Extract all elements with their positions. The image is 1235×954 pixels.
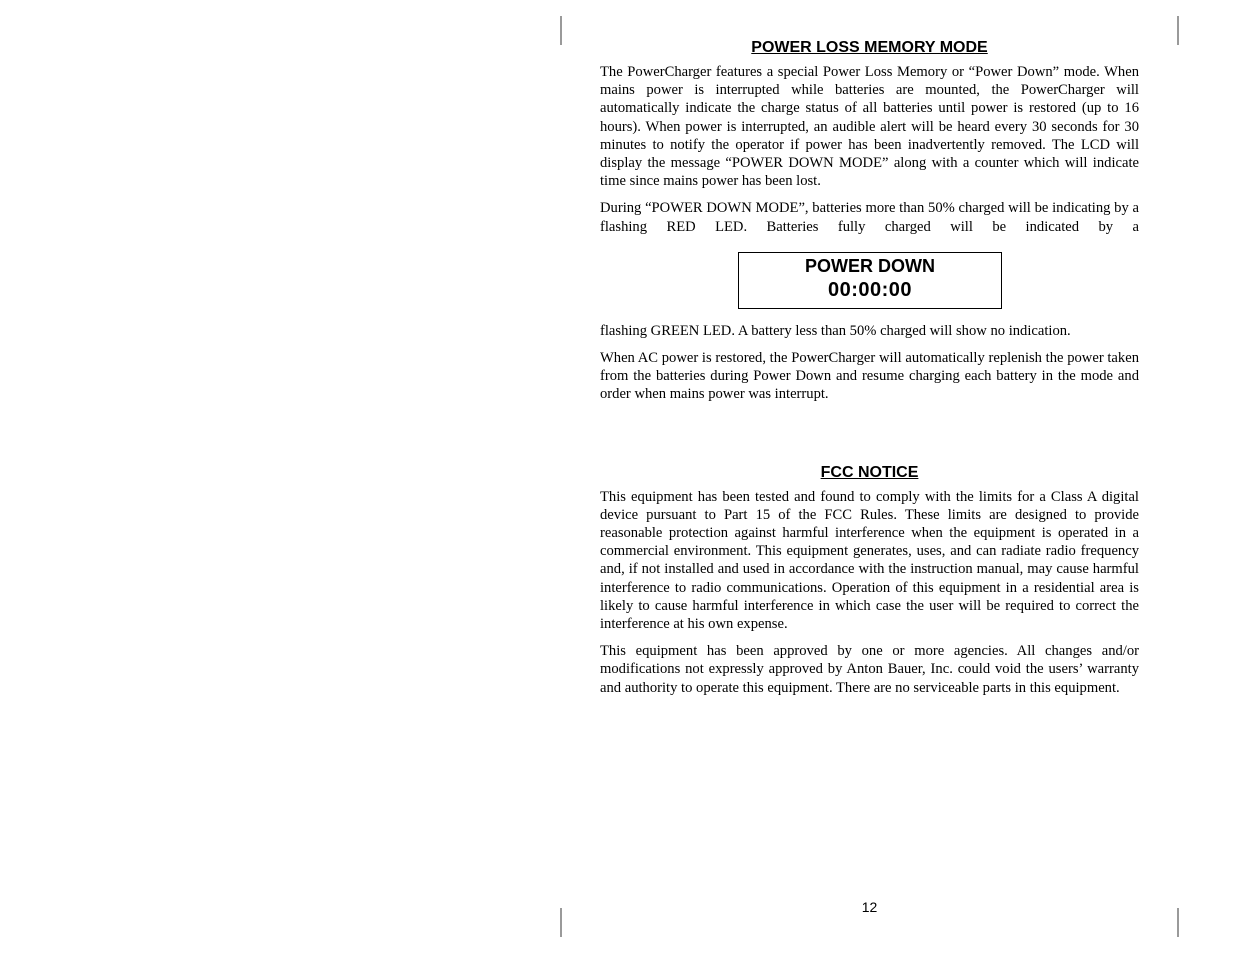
lcd-display (738, 252, 1002, 309)
crop-mark-bottom-left (560, 908, 562, 937)
power-loss-paragraph-2a: During “POWER DOWN MODE”, batteries more than 50% charged will be indicating by a flashing RED LED. Batteries fully charged will be indicated by a (600, 200, 1139, 235)
crop-mark-bottom-right (1177, 908, 1179, 937)
crop-mark-top-left (560, 16, 562, 45)
fcc-paragraph-2: This equipment has been approved by one or more agencies. All changes and/or modifications not expressly approved by Anton Bauer, Inc. could void the users’ warranty and authority to operate this equipment. There are no serviceable parts in this equipment. (600, 643, 1139, 696)
power-loss-paragraph-3: When AC power is restored, the PowerCharger will automatically replenish the power taken from the batteries during Power Down and resume charging each battery in the mode and order when mains power was interrupt. (600, 350, 1139, 403)
power-loss-paragraph-1: The PowerCharger features a special Power Loss Memory or “Power Down” mode. When mains power is interrupted while batteries are mounted, the PowerCharger will automatically indicate the charge status of all batteries until power is restored (up to 16 hours). When power is interrupted, an audible alert will be heard every 30 seconds for 30 minutes to notify the operator if power has been inadvertently removed. The LCD will display the message “POWER DOWN MODE” along with a counter which will indicate time since mains power has been lost. (600, 64, 1139, 190)
section-spacer (600, 413, 1139, 463)
page-number: 12 (861, 899, 878, 915)
lcd-line-2: 00:00:00 (827, 278, 913, 301)
page-content (600, 38, 1139, 706)
crop-mark-top-right (1177, 16, 1179, 45)
power-loss-paragraph-2b: flashing GREEN LED. A battery less than 50% charged will show no indication. (600, 322, 1071, 339)
power-loss-heading: POWER LOSS MEMORY MODE (751, 39, 988, 56)
fcc-paragraph-1: This equipment has been tested and found to comply with the limits for a Class A digital device pursuant to Part 15 of the FCC Rules. These limits are designed to provide reasonable protection against harmful interference when the equipment is operated in a commercial environment. This equipment generates, uses, and can radiate radio frequency and, if not installed and used in accordance with the instruction manual, may cause harmful interference to radio communications. Operation of this equipment in a residential area is likely to cause harmful interference in which case the user will be required to correct the interference at his own expense. (600, 488, 1139, 633)
fcc-heading: FCC NOTICE (820, 463, 919, 481)
lcd-line-1: POWER DOWN (805, 255, 935, 276)
